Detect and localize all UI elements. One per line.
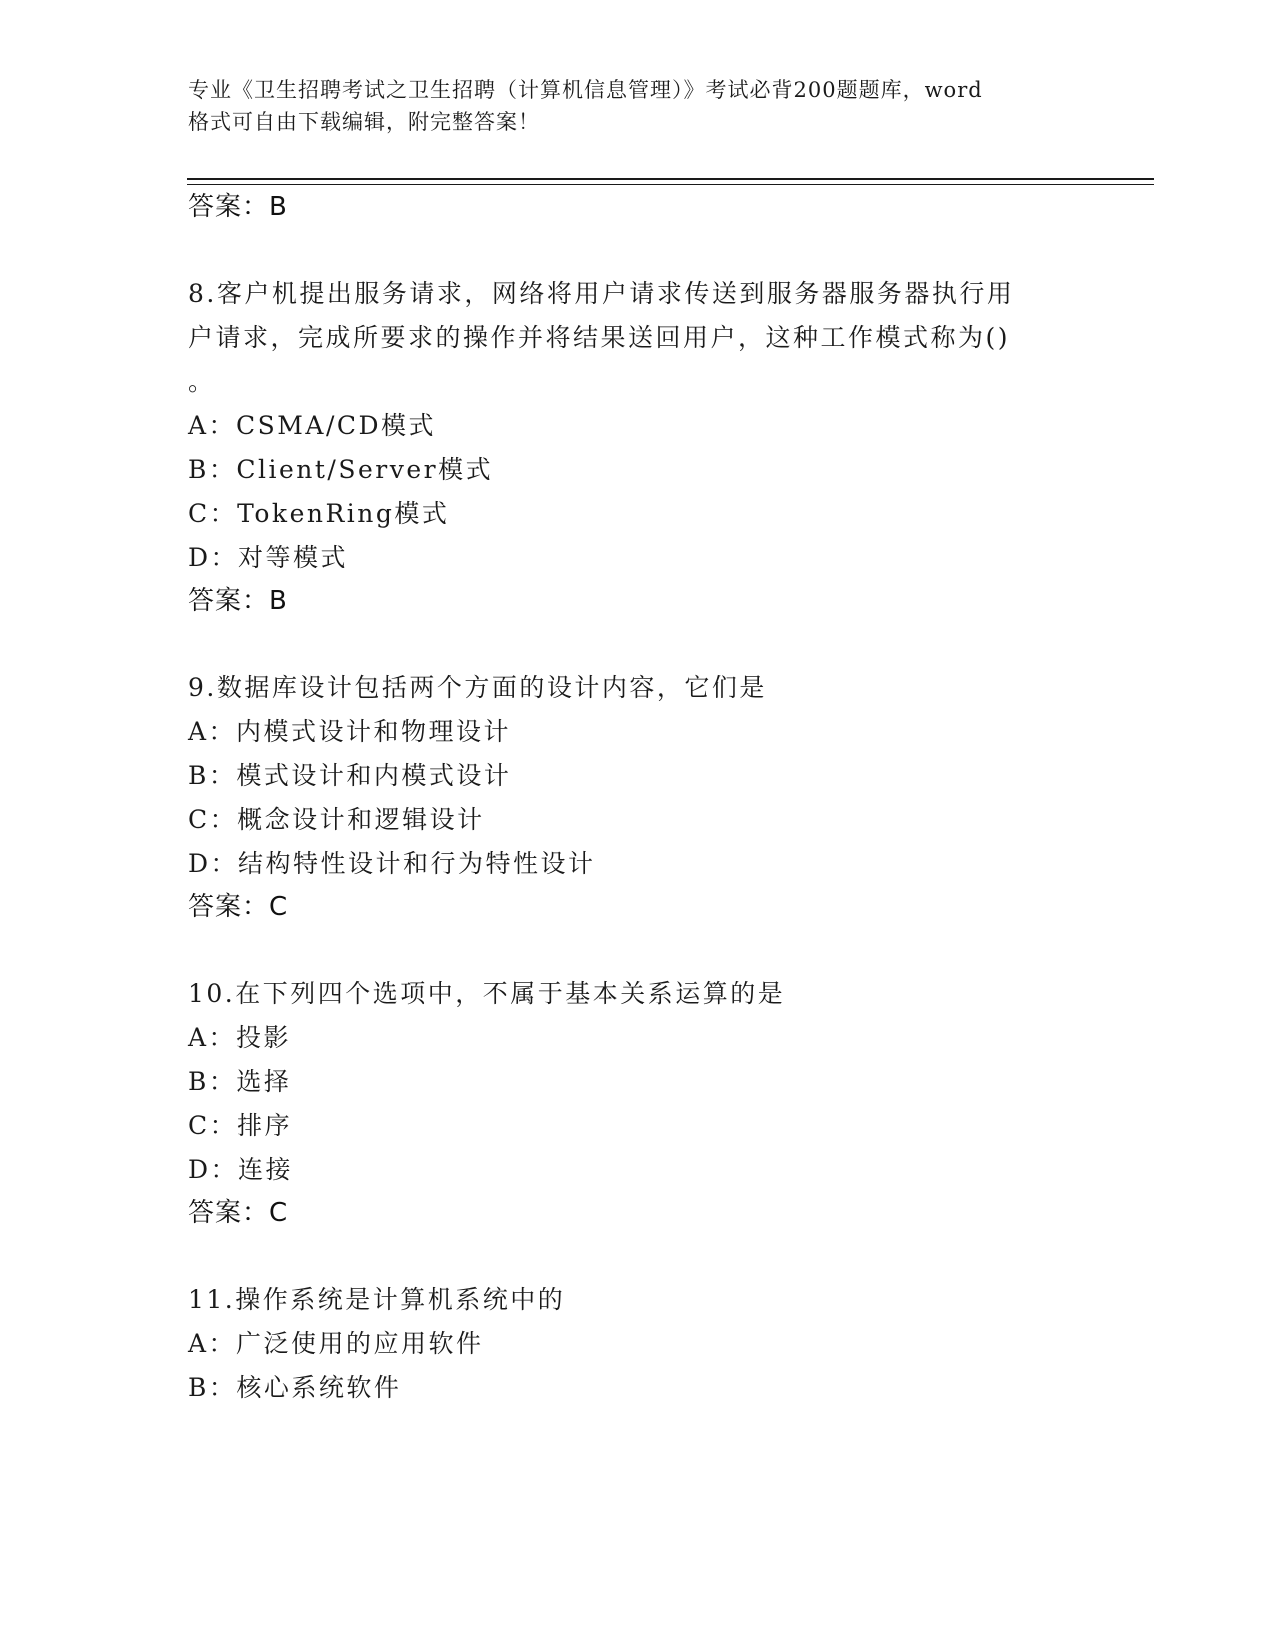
question-10-option-d: D：连接 <box>188 1155 294 1184</box>
question-9-option-c: C：概念设计和逻辑设计 <box>188 805 485 834</box>
question-11: 11.操作系统是计算机系统中的 <box>188 1285 566 1314</box>
header-rule-thin <box>187 184 1154 185</box>
question-11-option-a: A：广泛使用的应用软件 <box>188 1329 484 1358</box>
question-9: 9.数据库设计包括两个方面的设计内容，它们是 <box>188 673 767 702</box>
question-8-option-d: D：对等模式 <box>188 543 349 572</box>
answer-q9: 答案：C <box>188 892 289 922</box>
answer-q7: 答案：B <box>188 192 288 222</box>
question-10-option-c: C：排序 <box>188 1111 293 1140</box>
question-10: 10.在下列四个选项中，不属于基本关系运算的是 <box>188 979 786 1008</box>
question-8-option-c: C：TokenRing模式 <box>188 499 450 528</box>
header-rule-thick <box>187 178 1154 180</box>
answer-q10: 答案：C <box>188 1198 289 1228</box>
question-8-line-2: 户请求，完成所要求的操作并将结果送回用户，这种工作模式称为() <box>188 323 1011 352</box>
question-10-option-b: B：选择 <box>188 1067 292 1096</box>
answer-q8: 答案：B <box>188 586 288 616</box>
document-header <box>188 74 1088 138</box>
question-9-option-a: A：内模式设计和物理设计 <box>188 717 512 746</box>
header-line-1: 专业《卫生招聘考试之卫生招聘（计算机信息管理）》考试必背200题题库，word <box>188 78 983 102</box>
header-line-2: 格式可自由下载编辑，附完整答案！ <box>188 110 540 134</box>
question-8-option-a: A：CSMA/CD模式 <box>188 411 437 440</box>
question-9-option-d: D：结构特性设计和行为特性设计 <box>188 849 596 878</box>
question-11-option-b: B：核心系统软件 <box>188 1373 402 1402</box>
question-10-option-a: A：投影 <box>188 1023 292 1052</box>
question-8-option-b: B：Client/Server模式 <box>188 455 494 484</box>
question-8-line-3: 。 <box>188 367 216 396</box>
question-9-option-b: B：模式设计和内模式设计 <box>188 761 512 790</box>
question-8-line-1: 8.客户机提出服务请求，网络将用户请求传送到服务器服务器执行用 <box>188 279 1015 308</box>
